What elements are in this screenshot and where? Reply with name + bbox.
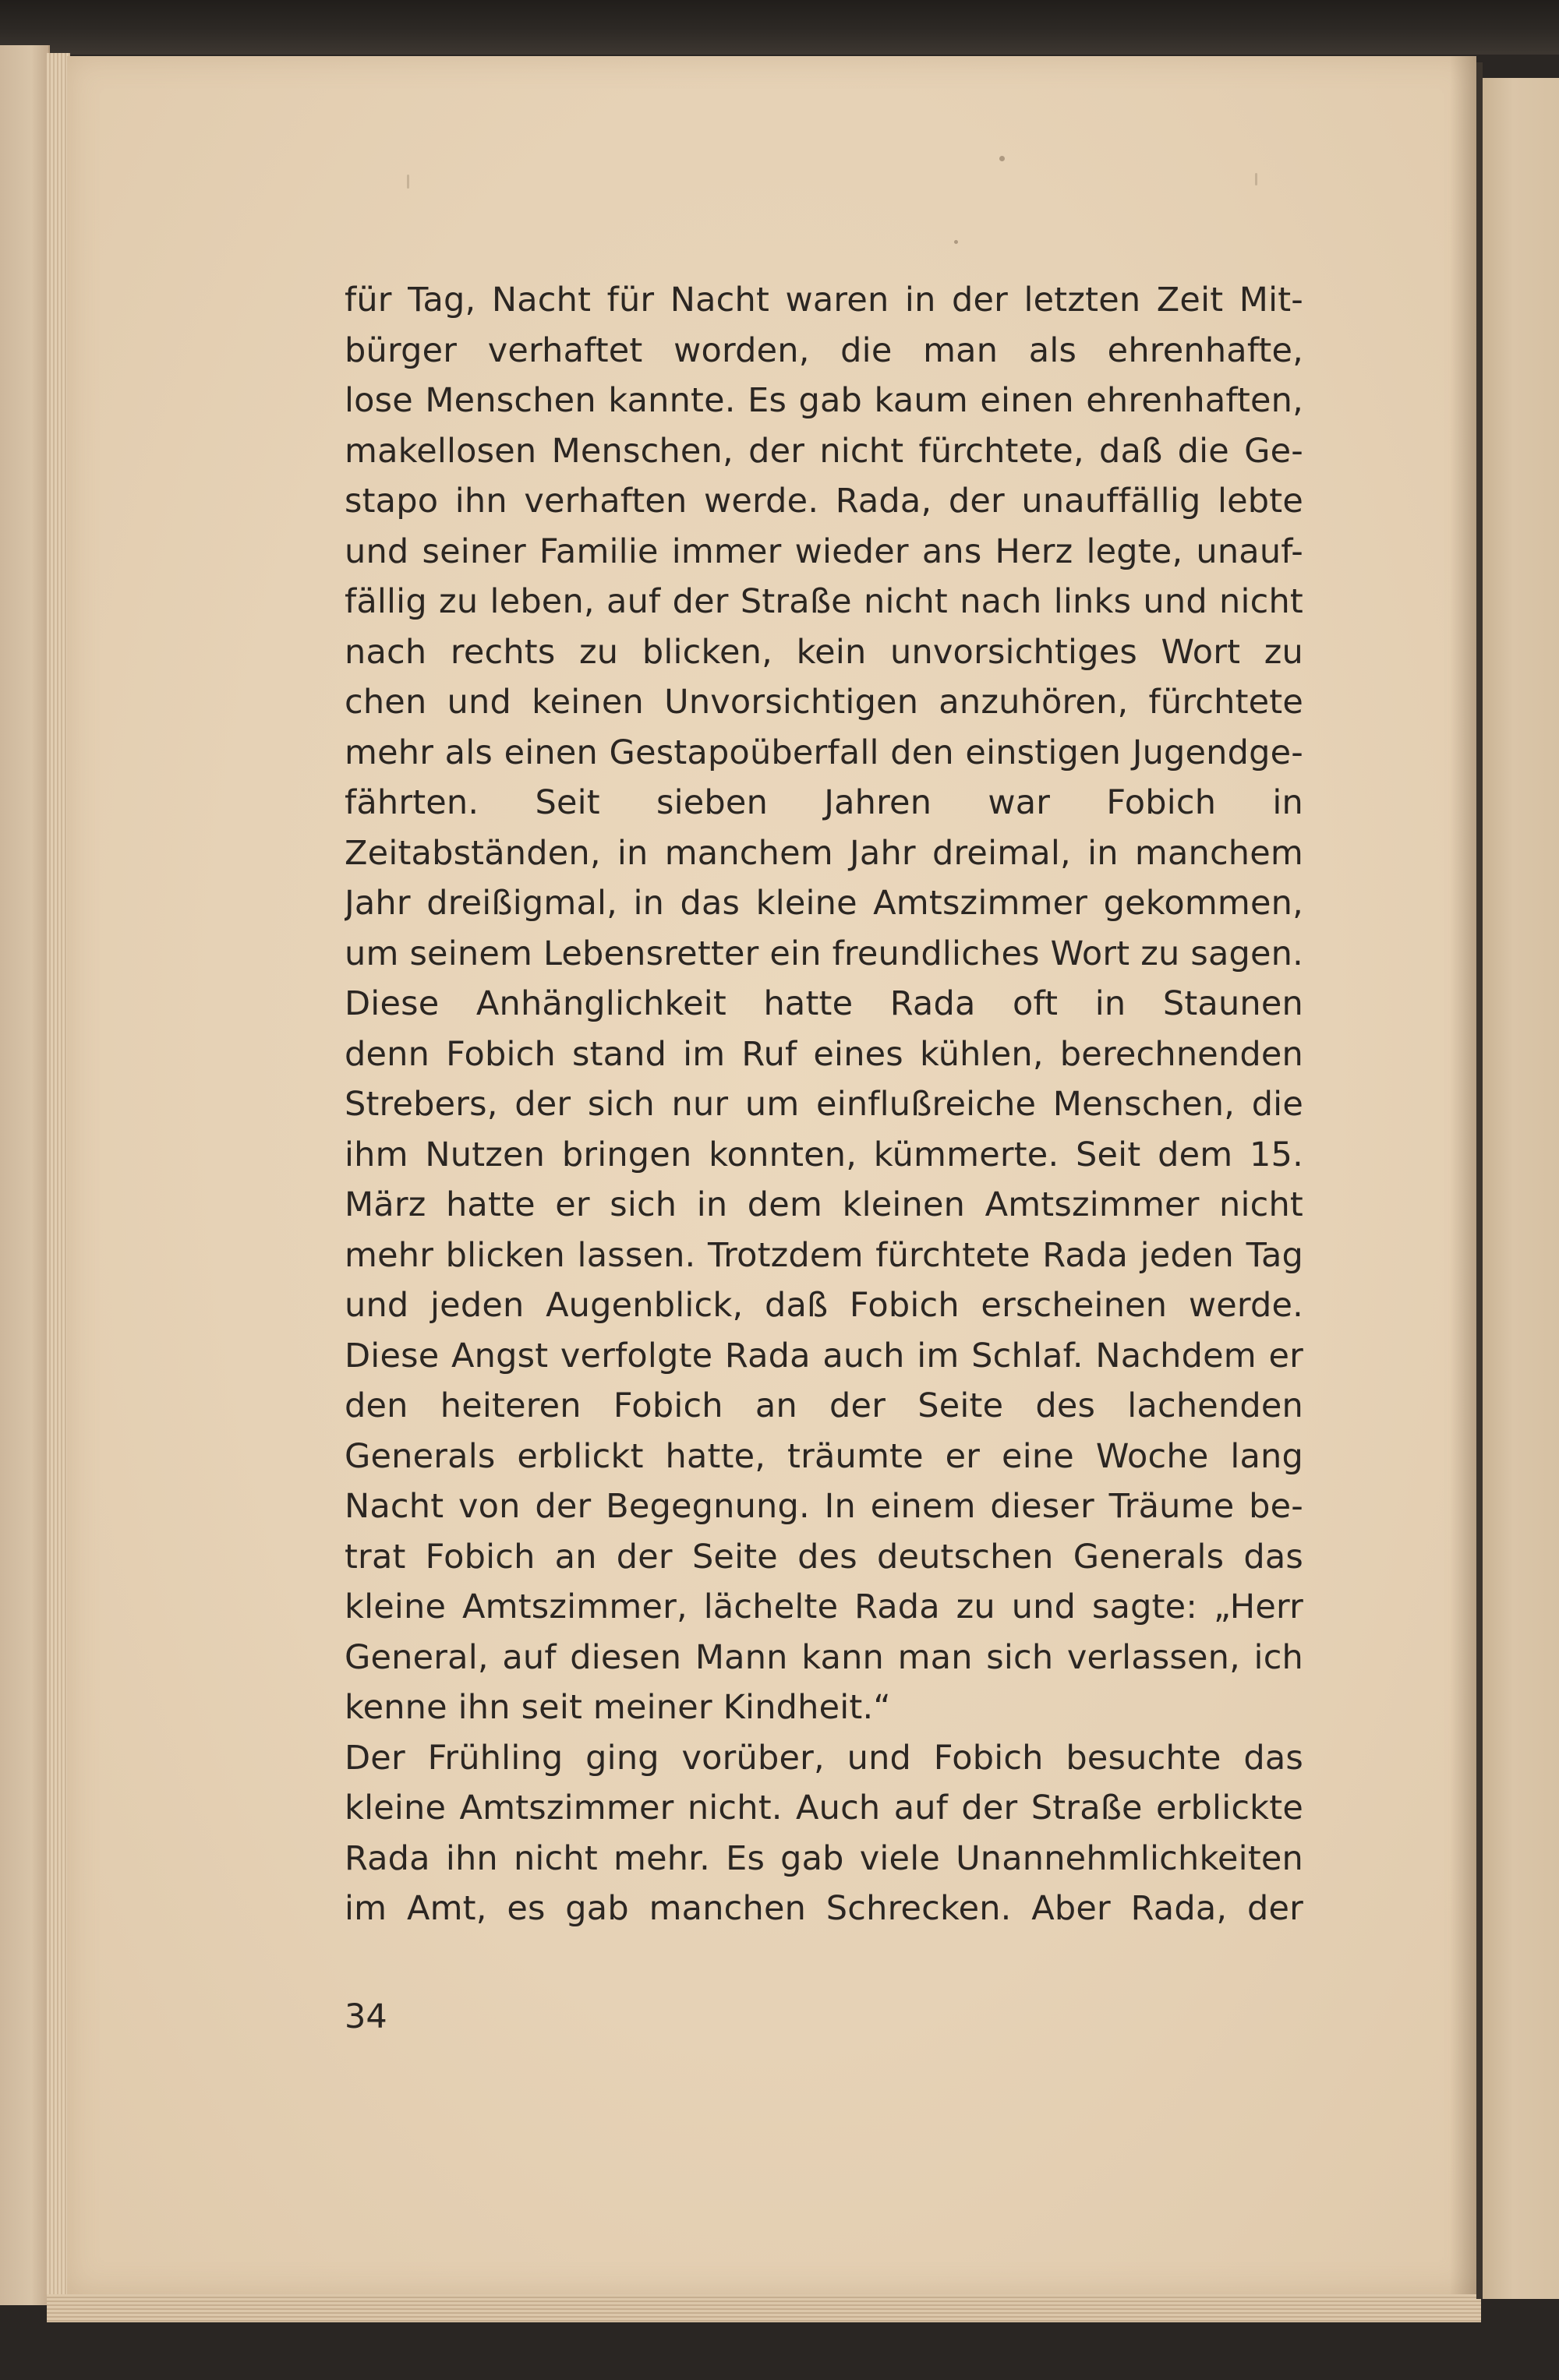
text-line: März hatte er sich in dem kleinen Amtszimmer nicht (345, 1185, 1303, 1224)
page-stack-bottom-edge (47, 2294, 1481, 2322)
text-line: ihm Nutzen bringen konnten, kümmerte. Seit dem 15. (345, 1135, 1303, 1174)
paper-fleck (407, 175, 409, 189)
text-line: Rada ihn nicht mehr. Es gab viele Unannehmlichkeiten (345, 1838, 1303, 1878)
book-cover-left-edge (0, 45, 50, 2305)
text-line: Generals erblickt hatte, träumte er eine Woche lang (345, 1436, 1303, 1476)
text-line: um seinem Lebensretter ein freundliches Wort zu sagen. (345, 934, 1303, 973)
text-line: und seiner Familie immer wieder ans Herz legte, unauf- (345, 531, 1303, 571)
book-cover-top-edge (0, 0, 1559, 55)
text-line: makellosen Menschen, der nicht fürchtete, daß die Ge- (345, 431, 1303, 471)
text-line: nach rechts zu blicken, kein unvorsichtiges Wort zu (345, 632, 1303, 672)
text-line: lose Menschen kannte. Es gab kaum einen ehrenhaften, (345, 381, 1303, 420)
text-line: mehr als einen Gestapoüberfall den einstigen Jugendge- (345, 733, 1303, 772)
text-line: stapo ihn verhaften werde. Rada, der unauffällig lebte (345, 482, 1303, 521)
text-line: kleine Amtszimmer nicht. Auch auf der Straße erblickte (345, 1789, 1303, 1827)
body-text (345, 275, 1303, 1934)
text-line: Jahr dreißigmal, in das kleine Amtszimmer gekommen, (345, 884, 1303, 923)
paper-fleck (1255, 173, 1257, 185)
text-line: kleine Amtszimmer, lächelte Rada zu und sagte: „Herr (345, 1587, 1303, 1626)
text-line: Diese Anhänglichkeit hatte Rada oft in Staunen (345, 984, 1303, 1023)
text-line: Nacht von der Begegnung. In einem dieser Träume be- (345, 1487, 1303, 1526)
text-line: bürger verhaftet worden, die man als ehrenhafte, (345, 330, 1303, 370)
text-line: denn Fobich stand im Ruf eines kühlen, berechnenden (345, 1034, 1303, 1074)
gutter-shadow (1450, 56, 1476, 2294)
text-line: Strebers, der sich nur um einflußreiche Menschen, die (345, 1085, 1303, 1124)
book-spine (1476, 62, 1483, 2299)
text-line: fällig zu leben, auf der Straße nicht nach links und nicht (345, 582, 1303, 621)
text-line: mehr blicken lassen. Trotzdem fürchtete Rada jeden Tag (345, 1235, 1303, 1275)
text-line: Zeitabständen, in manchem Jahr dreimal, in manchem (345, 833, 1303, 873)
text-line: den heiteren Fobich an der Seite des lachenden (345, 1386, 1303, 1425)
text-line: und jeden Augenblick, daß Fobich erscheinen werde. (345, 1286, 1303, 1325)
page-number: 34 (345, 1997, 387, 2036)
paper-fleck (999, 156, 1005, 161)
text-line: General, auf diesen Mann kann man sich verlassen, ich (345, 1637, 1303, 1677)
text-line: Diese Angst verfolgte Rada auch im Schlaf. Nachdem er (345, 1336, 1303, 1375)
text-line: fährten. Seit sieben Jahren war Fobich in (345, 783, 1303, 822)
text-line: im Amt, es gab manchen Schrecken. Aber Rada, der (345, 1889, 1303, 1928)
paper-fleck (954, 240, 958, 244)
text-line: trat Fobich an der Seite des deutschen Generals das (345, 1537, 1303, 1577)
text-line: chen und keinen Unvorsichtigen anzuhören, fürchtete (345, 683, 1303, 722)
facing-page-edge (1483, 78, 1559, 2299)
text-line: kenne ihn seit meiner Kindheit.“ (345, 1688, 891, 1727)
text-line: für Tag, Nacht für Nacht waren in der letzten Zeit Mit- (345, 281, 1303, 320)
text-line: Der Frühling ging vorüber, und Fobich besuchte das (345, 1738, 1303, 1778)
